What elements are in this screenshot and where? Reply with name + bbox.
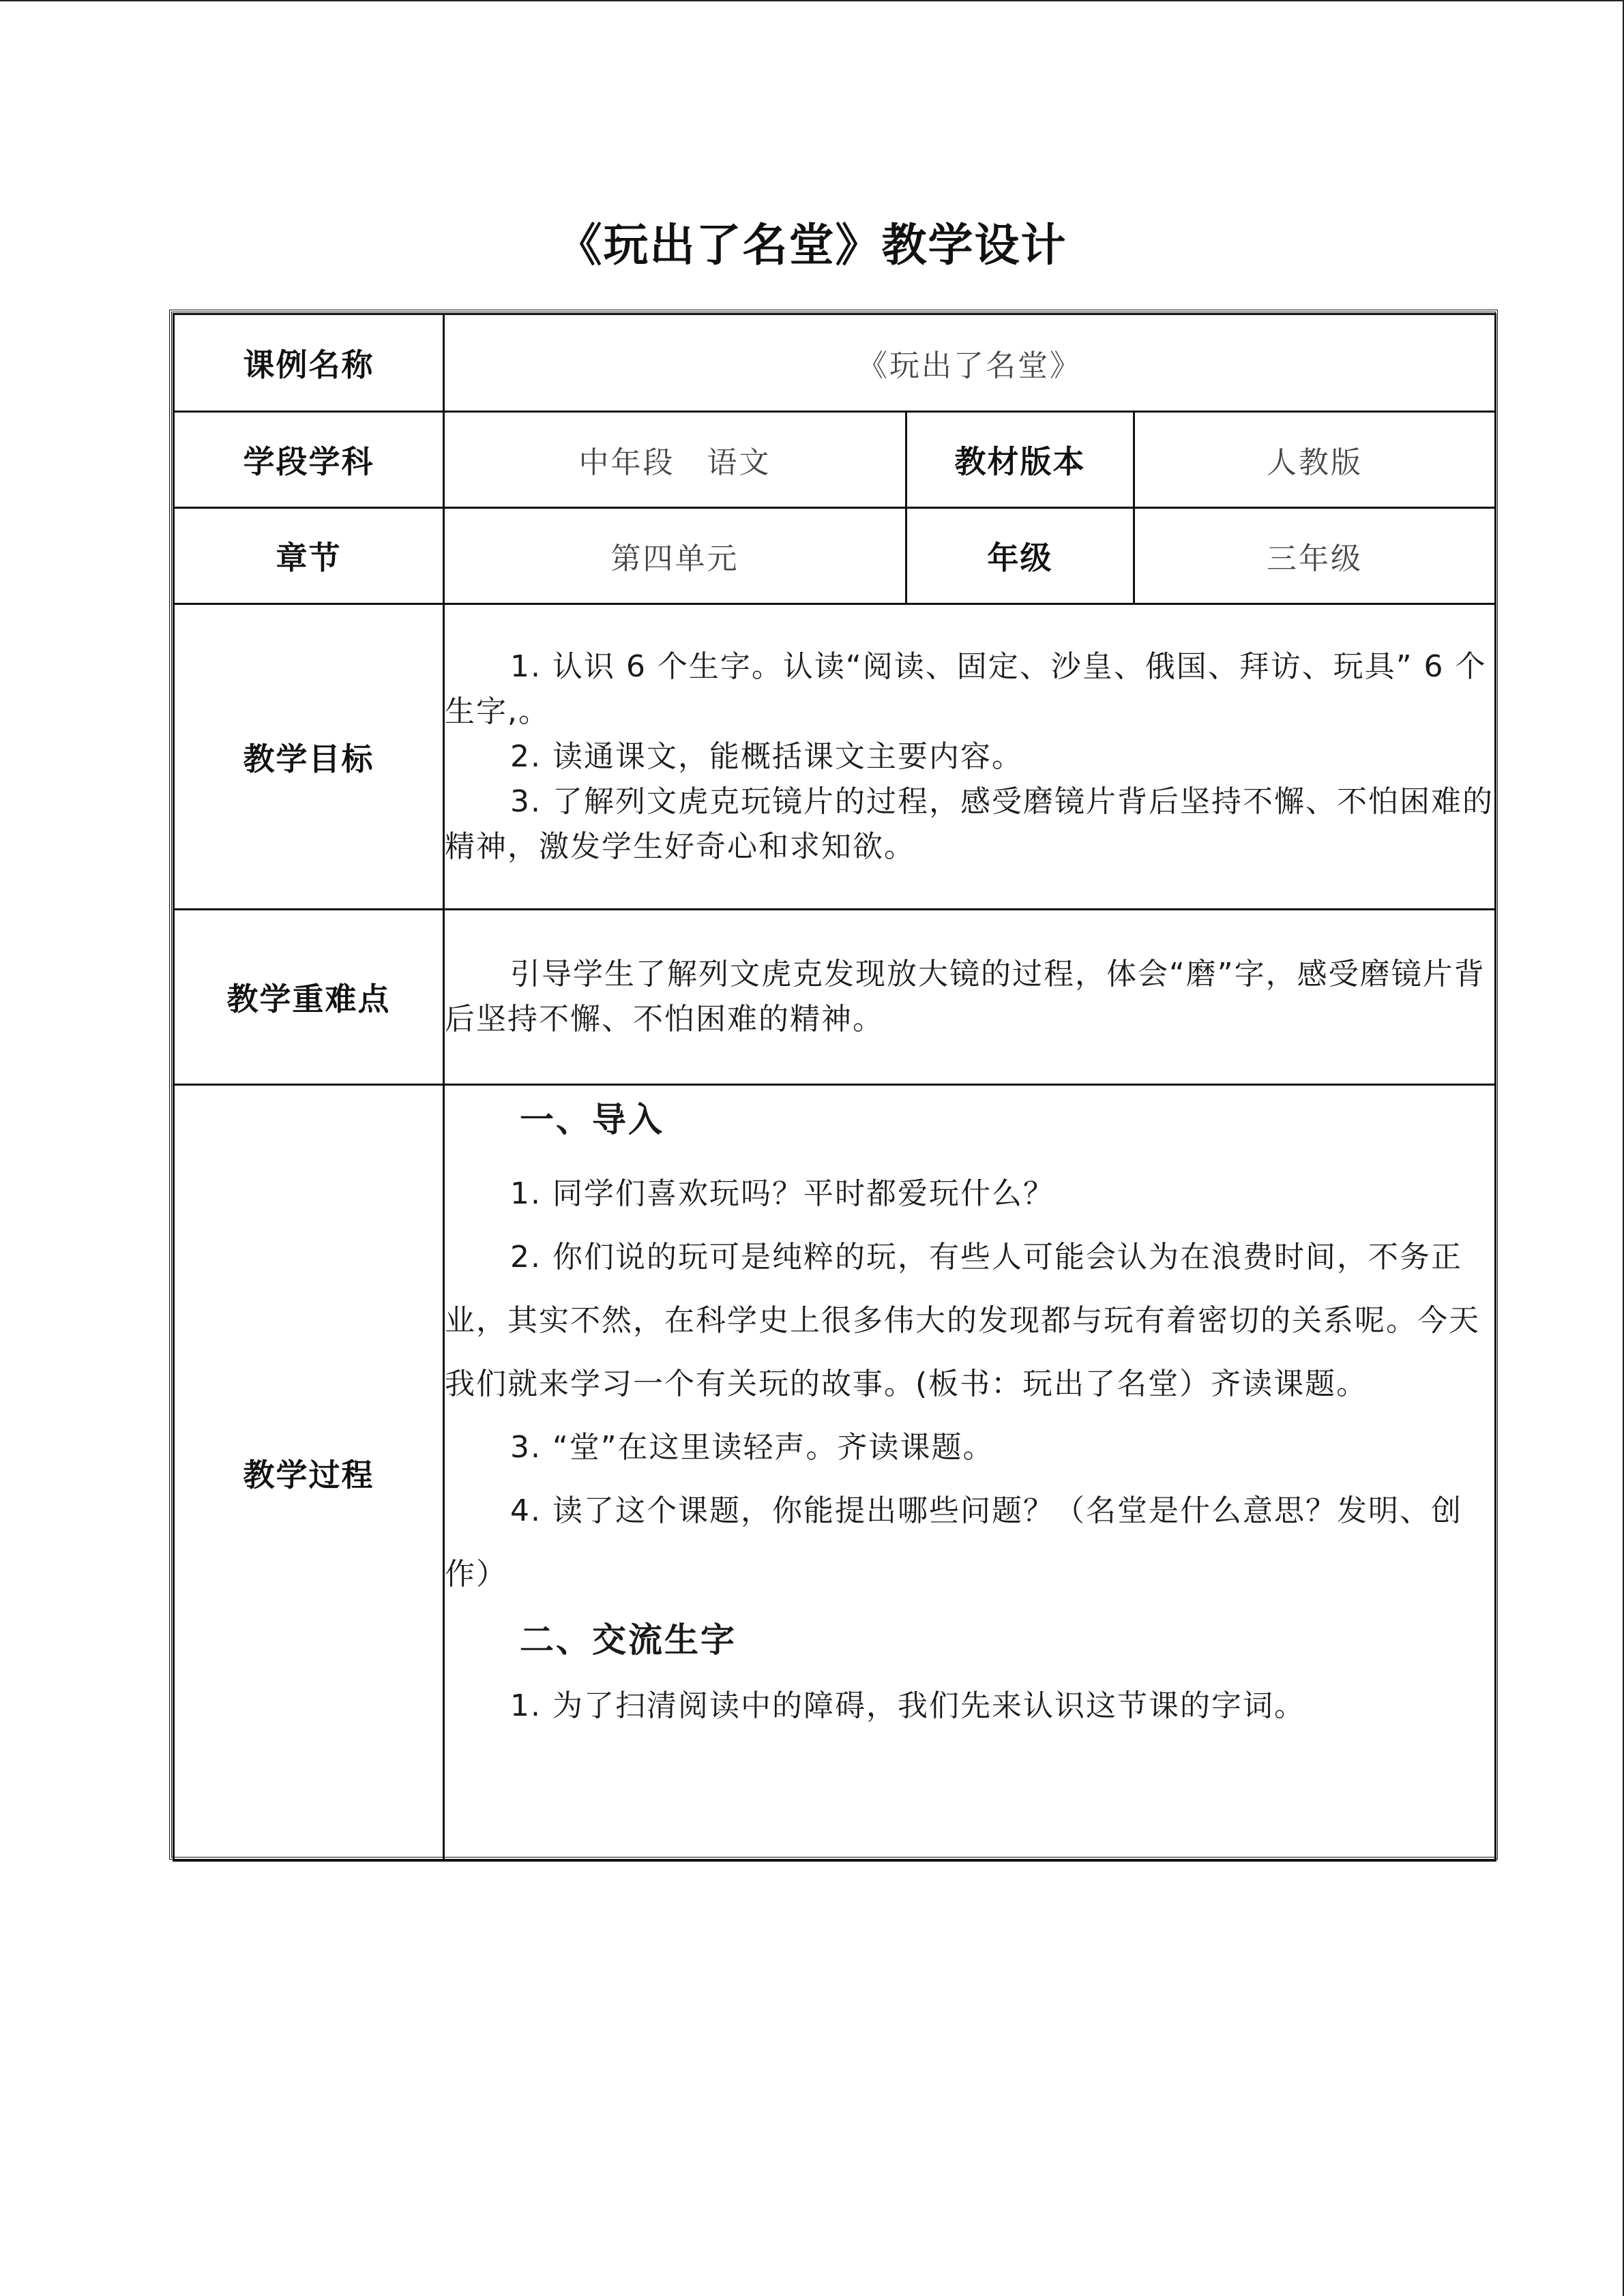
goal-item: 1. 认识 6 个生字。认读“阅读、固定、沙皇、俄国、拜访、玩具” 6 个生字,。 [445, 648, 1487, 729]
process-item: 4. 读了这个课题，你能提出哪些问题？（名堂是什么意思？发明、创作） [445, 1493, 1462, 1592]
key-points-cell [444, 910, 1496, 1085]
key-points-text: 引导学生了解列文虎克发现放大镜的过程，体会“磨”字，感受磨镜片背后坚持不懈、不怕困难的精神。 [445, 957, 1486, 1037]
row-key-points [174, 910, 1496, 1085]
stage-subject-label: 学段学科 [174, 412, 444, 508]
grade-label: 年级 [906, 508, 1134, 604]
lesson-name-value: 《玩出了名堂》 [444, 314, 1496, 412]
textbook-version-label: 教材版本 [906, 412, 1134, 508]
row-stage-subject [174, 412, 1496, 508]
process-item: 1. 为了扫清阅读中的障碍，我们先来认识这节课的字词。 [510, 1688, 1305, 1723]
stage-subject-value: 中年段 语文 [444, 412, 906, 508]
textbook-version-value: 人教版 [1134, 412, 1496, 508]
lesson-name-label: 课例名称 [174, 314, 444, 412]
row-goals [174, 604, 1496, 910]
goal-item: 2. 读通课文，能概括课文主要内容。 [510, 739, 1023, 774]
chapter-value: 第四单元 [444, 508, 906, 604]
document-title: 《玩出了名堂》教学设计 [557, 219, 1067, 271]
key-points-label: 教学重难点 [174, 910, 444, 1085]
grade-value: 三年级 [1134, 508, 1496, 604]
process-item: 3. “堂”在这里读轻声。齐读课题。 [510, 1430, 994, 1465]
goal-item: 3. 了解列文虎克玩镜片的过程，感受磨镜片背后坚持不懈、不怕困难的精神，激发学生好奇心和求知欲。 [445, 784, 1494, 864]
chapter-label: 章节 [174, 508, 444, 604]
goals-label: 教学目标 [174, 604, 444, 910]
goals-cell [444, 604, 1496, 910]
row-process [174, 1085, 1496, 1861]
lesson-plan-table [173, 313, 1496, 1862]
section-heading: 二、交流生字 [520, 1620, 737, 1660]
page-border-top [0, 0, 1624, 1]
row-chapter-grade [174, 508, 1496, 604]
process-cell [444, 1085, 1496, 1861]
process-label: 教学过程 [174, 1085, 444, 1861]
process-item: 1. 同学们喜欢玩吗？平时都爱玩什么？ [510, 1176, 1054, 1211]
row-lesson-name [174, 314, 1496, 412]
process-item: 2. 你们说的玩可是纯粹的玩，有些人可能会认为在浪费时间，不务正业，其实不然，在科学史上很多伟大的发现都与玩有着密切的关系呢。今天我们就来学习一个有关玩的故事。(板书：玩出了名堂）齐读课题。 [445, 1240, 1480, 1401]
section-heading: 一、导入 [520, 1100, 664, 1139]
